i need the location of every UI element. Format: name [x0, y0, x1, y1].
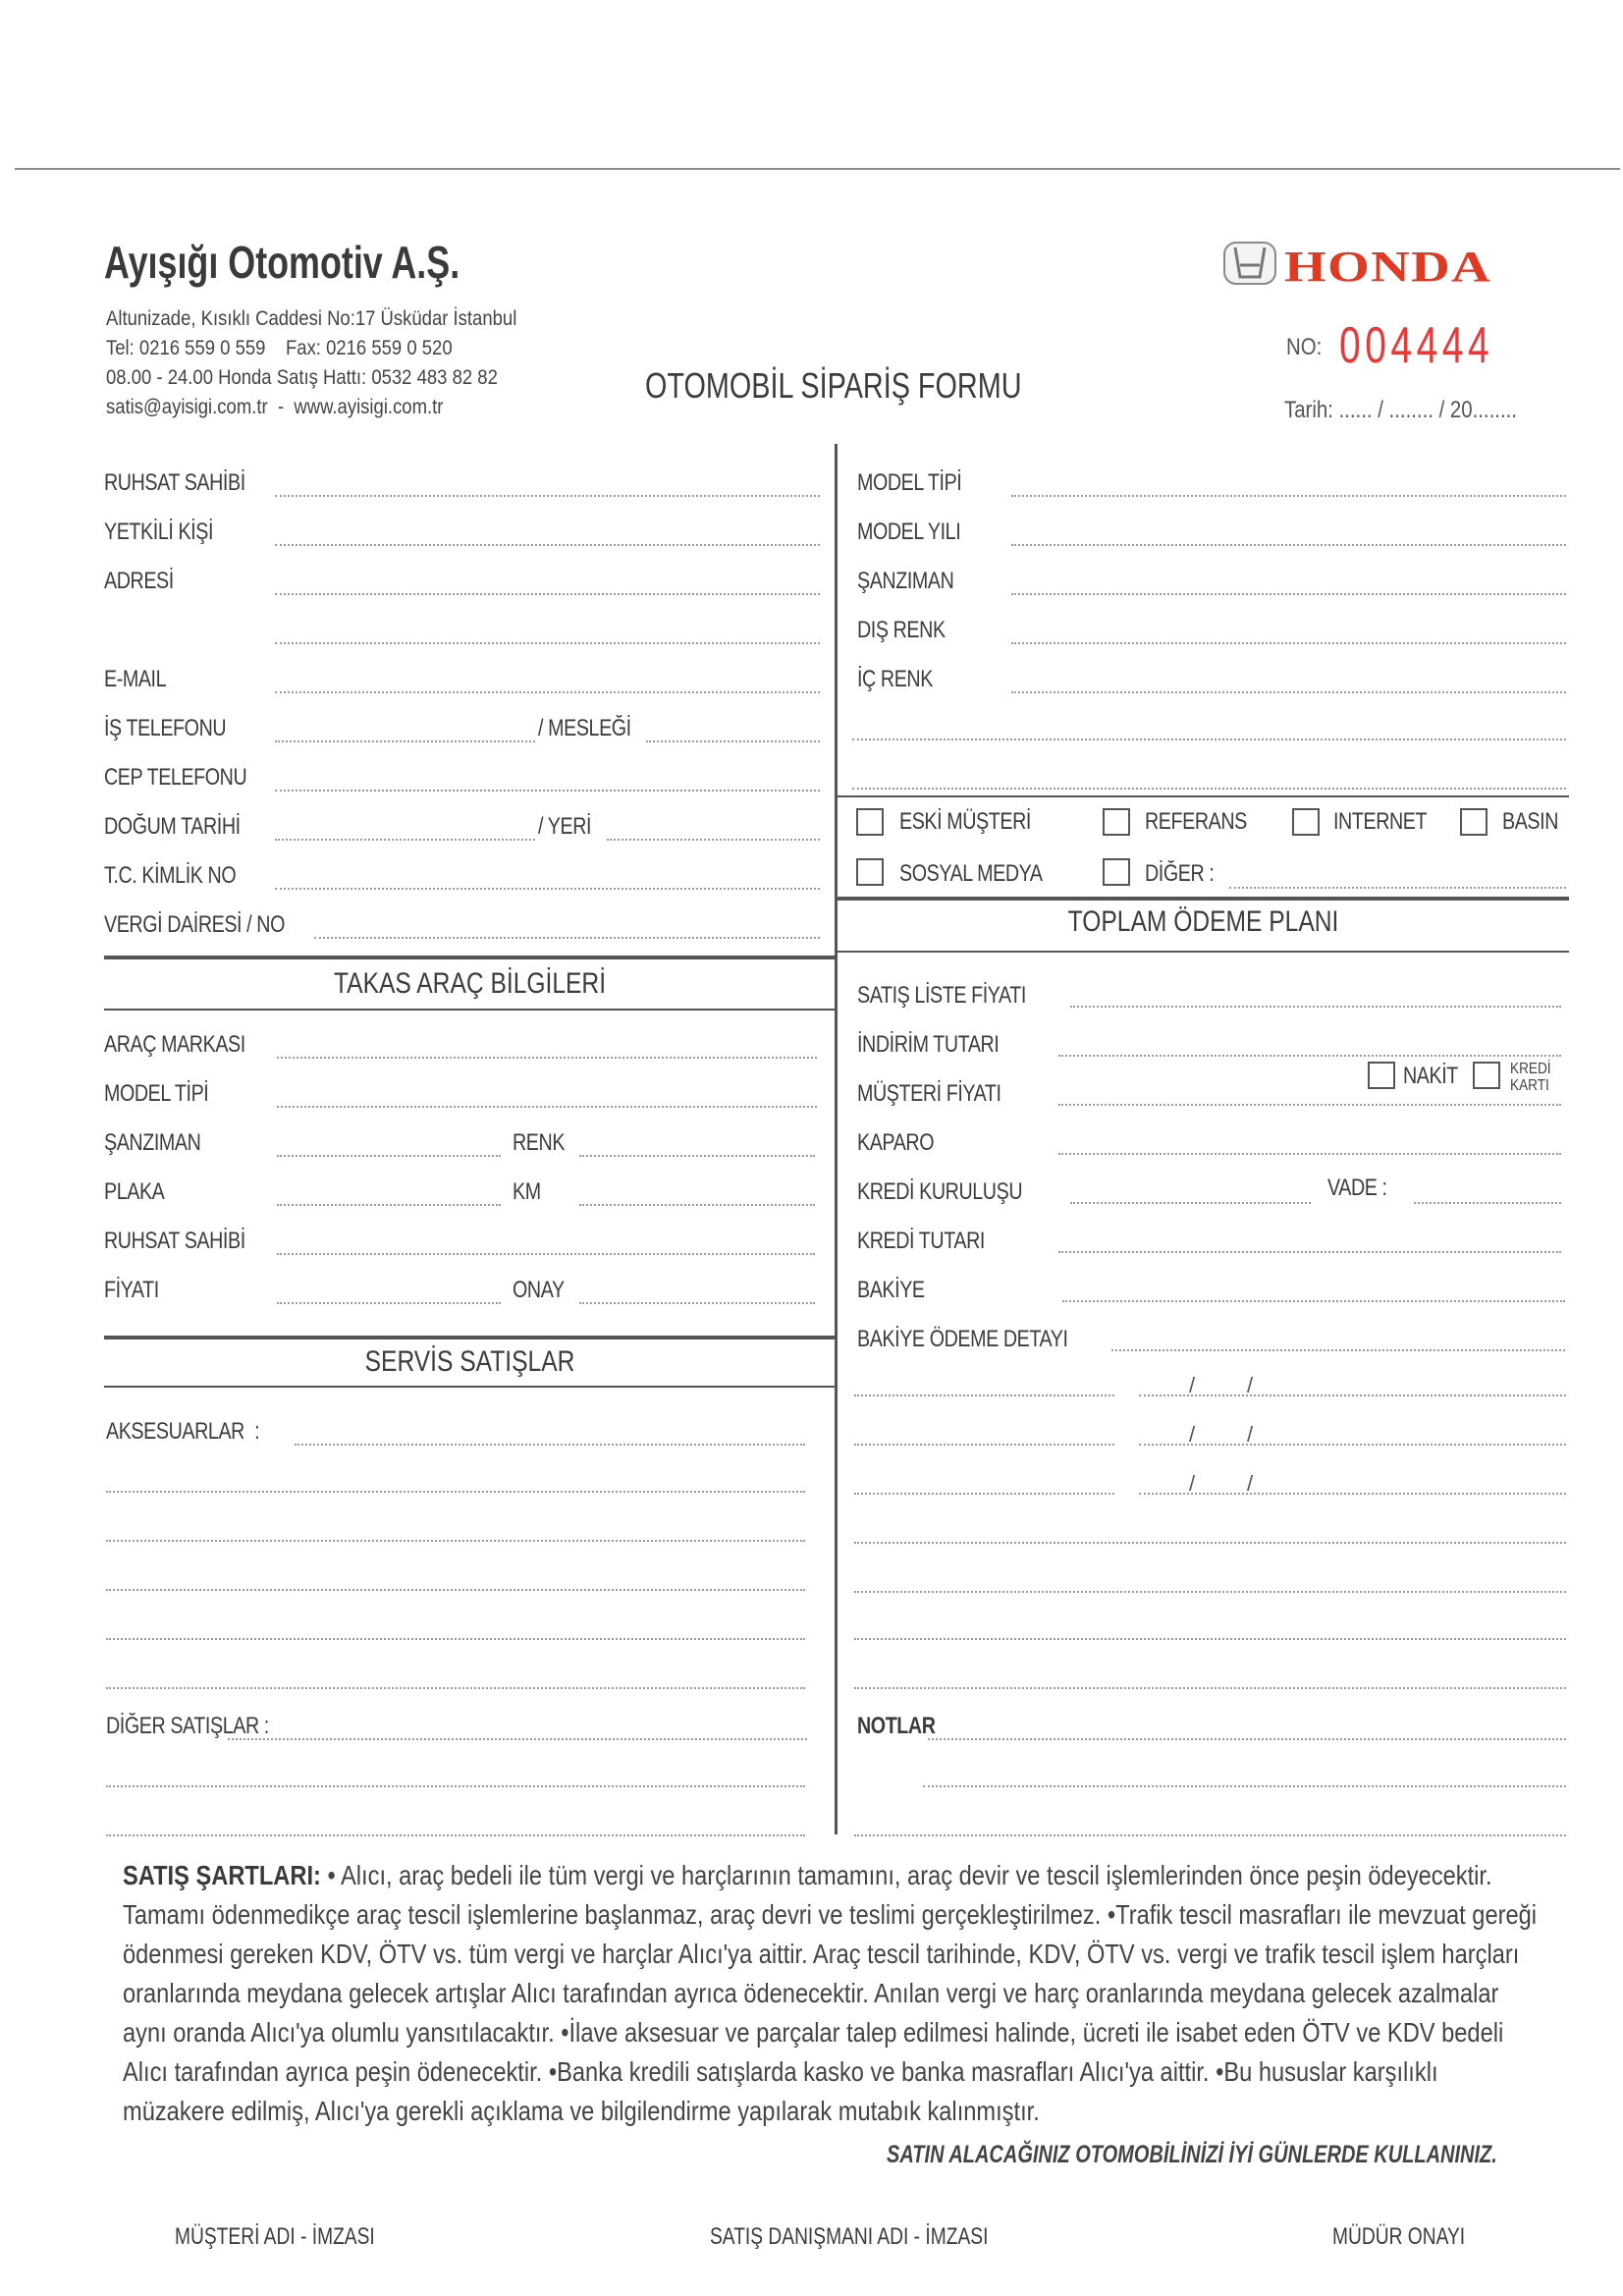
date-separator: / — [1247, 1471, 1254, 1496]
service-sales-title: SERVİS SATIŞLAR — [364, 1345, 575, 1378]
model-tipi-input[interactable] — [1011, 495, 1566, 497]
field-label: ONAY — [513, 1277, 565, 1303]
field-label: DIŞ RENK — [857, 617, 946, 643]
field-label: KM — [513, 1178, 541, 1205]
field-label: DOĞUM TARİHİ — [104, 813, 241, 840]
date-separator: / — [1247, 1373, 1254, 1397]
notes-input-line1[interactable] — [928, 1738, 1566, 1740]
other-sales-input-line2[interactable] — [106, 1785, 805, 1787]
takas-fiyati-input[interactable] — [277, 1302, 501, 1304]
notes-input-line2[interactable] — [923, 1785, 1566, 1787]
field-label: RUHSAT SAHİBİ — [104, 469, 245, 496]
field-label: / MESLEĞİ — [538, 715, 631, 741]
field-label: / YERİ — [538, 813, 592, 840]
company-name: Ayışığı Otomotiv A.Ş. — [104, 237, 460, 288]
is-telefonu-input[interactable] — [275, 740, 535, 742]
company-hotline: 08.00 - 24.00 Honda Satış Hattı: 0532 483 82 82 — [106, 365, 498, 389]
honda-h-logo-icon — [1221, 240, 1278, 287]
checkbox-eski-musteri[interactable] — [856, 808, 884, 836]
payment-extra-line-3[interactable] — [854, 1638, 1566, 1640]
field-label: İÇ RENK — [857, 666, 933, 692]
email-input[interactable] — [275, 691, 820, 693]
field-label: FİYATI — [104, 1277, 159, 1303]
indirim-tutari-input[interactable] — [1058, 1055, 1561, 1057]
takas-model-tipi-input[interactable] — [277, 1106, 817, 1108]
date-field[interactable]: Tarih: ...... / ........ / 20........ — [1284, 397, 1517, 423]
accessories-input-line6[interactable] — [106, 1687, 805, 1689]
field-label: BAKİYE ÖDEME DETAYI — [857, 1326, 1068, 1352]
arac-markasi-input[interactable] — [277, 1057, 817, 1059]
vade-input[interactable] — [1414, 1202, 1561, 1204]
ic-renk-input[interactable] — [1011, 691, 1566, 693]
checkbox-basin[interactable] — [1460, 808, 1488, 836]
terms-text: • Alıcı, araç bedeli ile tüm vergi ve harçlarının tamamını, araç devir ve tescil işlemlerinden önce peşin ödeyecektir. Tamamı ödenmedikçe araç tescil işlemlerine başlanmaz, araç devri ve teslimi gerçekleştirilmez. •Trafik tescil masrafları ile mevzuat gereği ödenmesi gereken KDV, ÖTV vs. tüm vergi ve harçlar Alıcı'ya aittir. Araç tescil tarihinde, KDV, ÖTV vs. vergi ve trafik tescil işlem harçları oranlarında meydana gelecek artışlar Alıcı tarafından ayrıca ödenecektir. Anılan vergi ve harç oranlarında meydana gelecek azalmalar aynı oranda Alıcı'ya olumlu yansıtılacaktır. •İlave aksesuar ve parçalar talep edilmesi halinde, ücreti ile isabet eden ÖTV ve KDV bedeli Alıcı tarafından ayrıca peşin ödenecektir. •Banka kredili satışlarda kasko ve banka masrafları Alıcı'ya aittir. •Bu hususlar karşılıklı müzakere edilmiş, Alıcı'ya gerekli açıklama ve bilgilendirme yapılarak mutabık kalınmıştır. — [123, 1860, 1538, 2126]
date-separator: / — [1247, 1422, 1254, 1447]
date-separator: / — [1189, 1422, 1196, 1447]
field-label: MODEL YILI — [857, 519, 961, 545]
checkbox-label: BASIN — [1502, 808, 1559, 835]
checkbox-label: DİĞER : — [1145, 860, 1215, 887]
form-title: OTOMOBİL SİPARİŞ FORMU — [645, 365, 1022, 406]
checkbox-label — [1510, 1061, 1551, 1094]
musteri-fiyati-input[interactable] — [1058, 1104, 1561, 1106]
field-label: VADE : — [1327, 1175, 1387, 1201]
adres-input-line1[interactable] — [275, 593, 820, 595]
onay-input[interactable] — [579, 1302, 815, 1304]
field-label: SATIŞ LİSTE FİYATI — [857, 982, 1026, 1009]
accessories-input-line3[interactable] — [106, 1540, 805, 1542]
meslek-input[interactable] — [646, 740, 820, 742]
checkbox-label: REFERANS — [1145, 808, 1247, 835]
field-label: MODEL TİPİ — [857, 469, 962, 496]
adres-input-line2[interactable] — [275, 642, 820, 644]
kredi-label: KREDİ — [1510, 1061, 1551, 1077]
checkbox-label: ESKİ MÜŞTERİ — [899, 808, 1031, 835]
satis-liste-fiyati-input[interactable] — [1070, 1006, 1561, 1008]
other-sales-input-line3[interactable] — [106, 1834, 805, 1836]
karti-label: KARTI — [1510, 1077, 1549, 1094]
section-divider — [838, 795, 1569, 797]
field-label: E-MAIL — [104, 666, 167, 692]
dogum-tarihi-input[interactable] — [275, 839, 535, 841]
kredi-kurulusu-input[interactable] — [1070, 1202, 1311, 1204]
field-label: PLAKA — [104, 1178, 165, 1205]
field-label: T.C. KİMLİK NO — [104, 862, 237, 889]
field-label: İŞ TELEFONU — [104, 715, 227, 741]
brand-wordmark: HONDA — [1284, 243, 1491, 291]
other-sales-input-line1[interactable] — [228, 1738, 807, 1740]
km-input[interactable] — [579, 1204, 815, 1206]
kaparo-input[interactable] — [1058, 1153, 1561, 1155]
tc-kimlik-input[interactable] — [275, 888, 820, 890]
other-sales-label: DİĞER SATIŞLAR : — [106, 1713, 269, 1739]
yetkili-kisi-input[interactable] — [275, 544, 820, 546]
installment-amount-3[interactable] — [854, 1493, 1114, 1495]
checkbox-kredi-karti[interactable] — [1473, 1062, 1500, 1089]
customer-signature-label: MÜŞTERİ ADI - İMZASI — [175, 2223, 375, 2250]
kredi-tutari-input[interactable] — [1058, 1251, 1561, 1253]
field-label: KREDİ KURULUŞU — [857, 1178, 1023, 1205]
section-divider — [838, 897, 1569, 901]
form-number-label: NO: — [1286, 334, 1323, 360]
field-label: VERGİ DAİRESİ / NO — [104, 911, 286, 938]
accessories-input-line4[interactable] — [106, 1589, 805, 1591]
diger-input[interactable] — [1229, 887, 1566, 889]
checkbox-internet[interactable] — [1292, 808, 1320, 836]
advisor-signature-label: SATIŞ DANIŞMANI ADI - İMZASI — [710, 2223, 989, 2250]
field-label: ARAÇ MARKASI — [104, 1031, 245, 1058]
top-divider — [15, 168, 1620, 170]
field-label: MODEL TİPİ — [104, 1080, 209, 1107]
field-label: ŞANZIMAN — [857, 568, 954, 594]
bakiye-input[interactable] — [1062, 1300, 1565, 1302]
installment-amount-2[interactable] — [854, 1444, 1114, 1446]
company-address: Altunizade, Kısıklı Caddesi No:17 Üsküdar İstanbul — [106, 306, 517, 330]
model-yili-input[interactable] — [1011, 544, 1566, 546]
field-label: ADRESİ — [104, 568, 174, 594]
payment-extra-line-2[interactable] — [854, 1591, 1566, 1593]
checkbox-diger[interactable] — [1103, 858, 1130, 886]
slogan: SATIN ALACAĞINIZ OTOMOBİLİNİZİ İYİ GÜNLERDE KULLANINIZ. — [887, 2141, 1497, 2168]
company-phone-fax: Tel: 0216 559 0 559 Fax: 0216 559 0 520 — [106, 336, 453, 359]
manager-approval-label: MÜDÜR ONAYI — [1332, 2223, 1466, 2250]
accessories-label: AKSESUARLAR : — [106, 1418, 260, 1445]
section-divider — [104, 1009, 836, 1011]
accessories-input-line2[interactable] — [106, 1491, 805, 1493]
field-label: KAPARO — [857, 1129, 935, 1156]
vergi-dairesi-input[interactable] — [314, 937, 820, 939]
dis-renk-input[interactable] — [1011, 642, 1566, 644]
field-label: RENK — [513, 1129, 566, 1156]
accessories-input-line5[interactable] — [106, 1638, 805, 1640]
trade-in-title: TAKAS ARAÇ BİLGİLERİ — [333, 967, 607, 1000]
terms-heading: SATIŞ ŞARTLARI: — [123, 1860, 321, 1890]
takas-renk-input[interactable] — [579, 1155, 815, 1157]
extra-vehicle-input-1[interactable] — [852, 738, 1566, 740]
bakiye-odeme-detayi-input[interactable] — [1111, 1349, 1565, 1351]
field-label: ŞANZIMAN — [104, 1129, 201, 1156]
sanziman-input[interactable] — [1011, 593, 1566, 595]
date-separator: / — [1189, 1373, 1196, 1397]
takas-ruhsat-sahibi-input[interactable] — [277, 1253, 815, 1255]
notes-input-line3[interactable] — [854, 1834, 1566, 1836]
takas-sanziman-input[interactable] — [277, 1155, 501, 1157]
payment-extra-line-4[interactable] — [854, 1687, 1566, 1689]
section-divider — [838, 951, 1569, 953]
extra-vehicle-input-2[interactable] — [852, 788, 1566, 790]
payment-extra-line-1[interactable] — [854, 1542, 1566, 1544]
checkbox-label: SOSYAL MEDYA — [899, 860, 1043, 887]
company-web: satis@ayisigi.com.tr - www.ayisigi.com.tr — [106, 395, 444, 418]
form-number: 004444 — [1339, 317, 1494, 374]
field-label: CEP TELEFONU — [104, 764, 247, 791]
column-divider — [835, 444, 838, 1834]
field-label: RUHSAT SAHİBİ — [104, 1228, 245, 1254]
date-separator: / — [1189, 1471, 1196, 1496]
section-divider — [104, 1386, 836, 1388]
installment-date-1[interactable] — [1139, 1394, 1566, 1396]
ruhsat-sahibi-input[interactable] — [275, 495, 820, 497]
notes-label: NOTLAR — [857, 1713, 936, 1739]
checkbox-sosyal-medya[interactable] — [856, 858, 884, 886]
field-label: BAKİYE — [857, 1277, 925, 1303]
field-label: YETKİLİ KİŞİ — [104, 519, 214, 545]
checkbox-referans[interactable] — [1103, 808, 1130, 836]
installment-amount-1[interactable] — [854, 1394, 1114, 1396]
plaka-input[interactable] — [277, 1204, 501, 1206]
cep-telefonu-input[interactable] — [275, 790, 820, 792]
field-label: İNDİRİM TUTARI — [857, 1031, 1000, 1058]
field-label: KREDİ TUTARI — [857, 1228, 985, 1254]
sales-terms — [123, 1856, 1537, 2131]
checkbox-nakit[interactable] — [1368, 1062, 1395, 1089]
dogum-yeri-input[interactable] — [607, 839, 820, 841]
payment-plan-title: TOPLAM ÖDEME PLANI — [1067, 905, 1339, 938]
accessories-input-line1[interactable] — [295, 1444, 805, 1446]
checkbox-label: INTERNET — [1333, 808, 1428, 835]
installment-date-2[interactable] — [1139, 1444, 1566, 1446]
section-divider — [104, 1336, 836, 1339]
installment-date-3[interactable] — [1139, 1493, 1566, 1495]
checkbox-label: NAKİT — [1403, 1063, 1458, 1089]
section-divider — [104, 956, 836, 959]
field-label: MÜŞTERİ FİYATI — [857, 1080, 1001, 1107]
